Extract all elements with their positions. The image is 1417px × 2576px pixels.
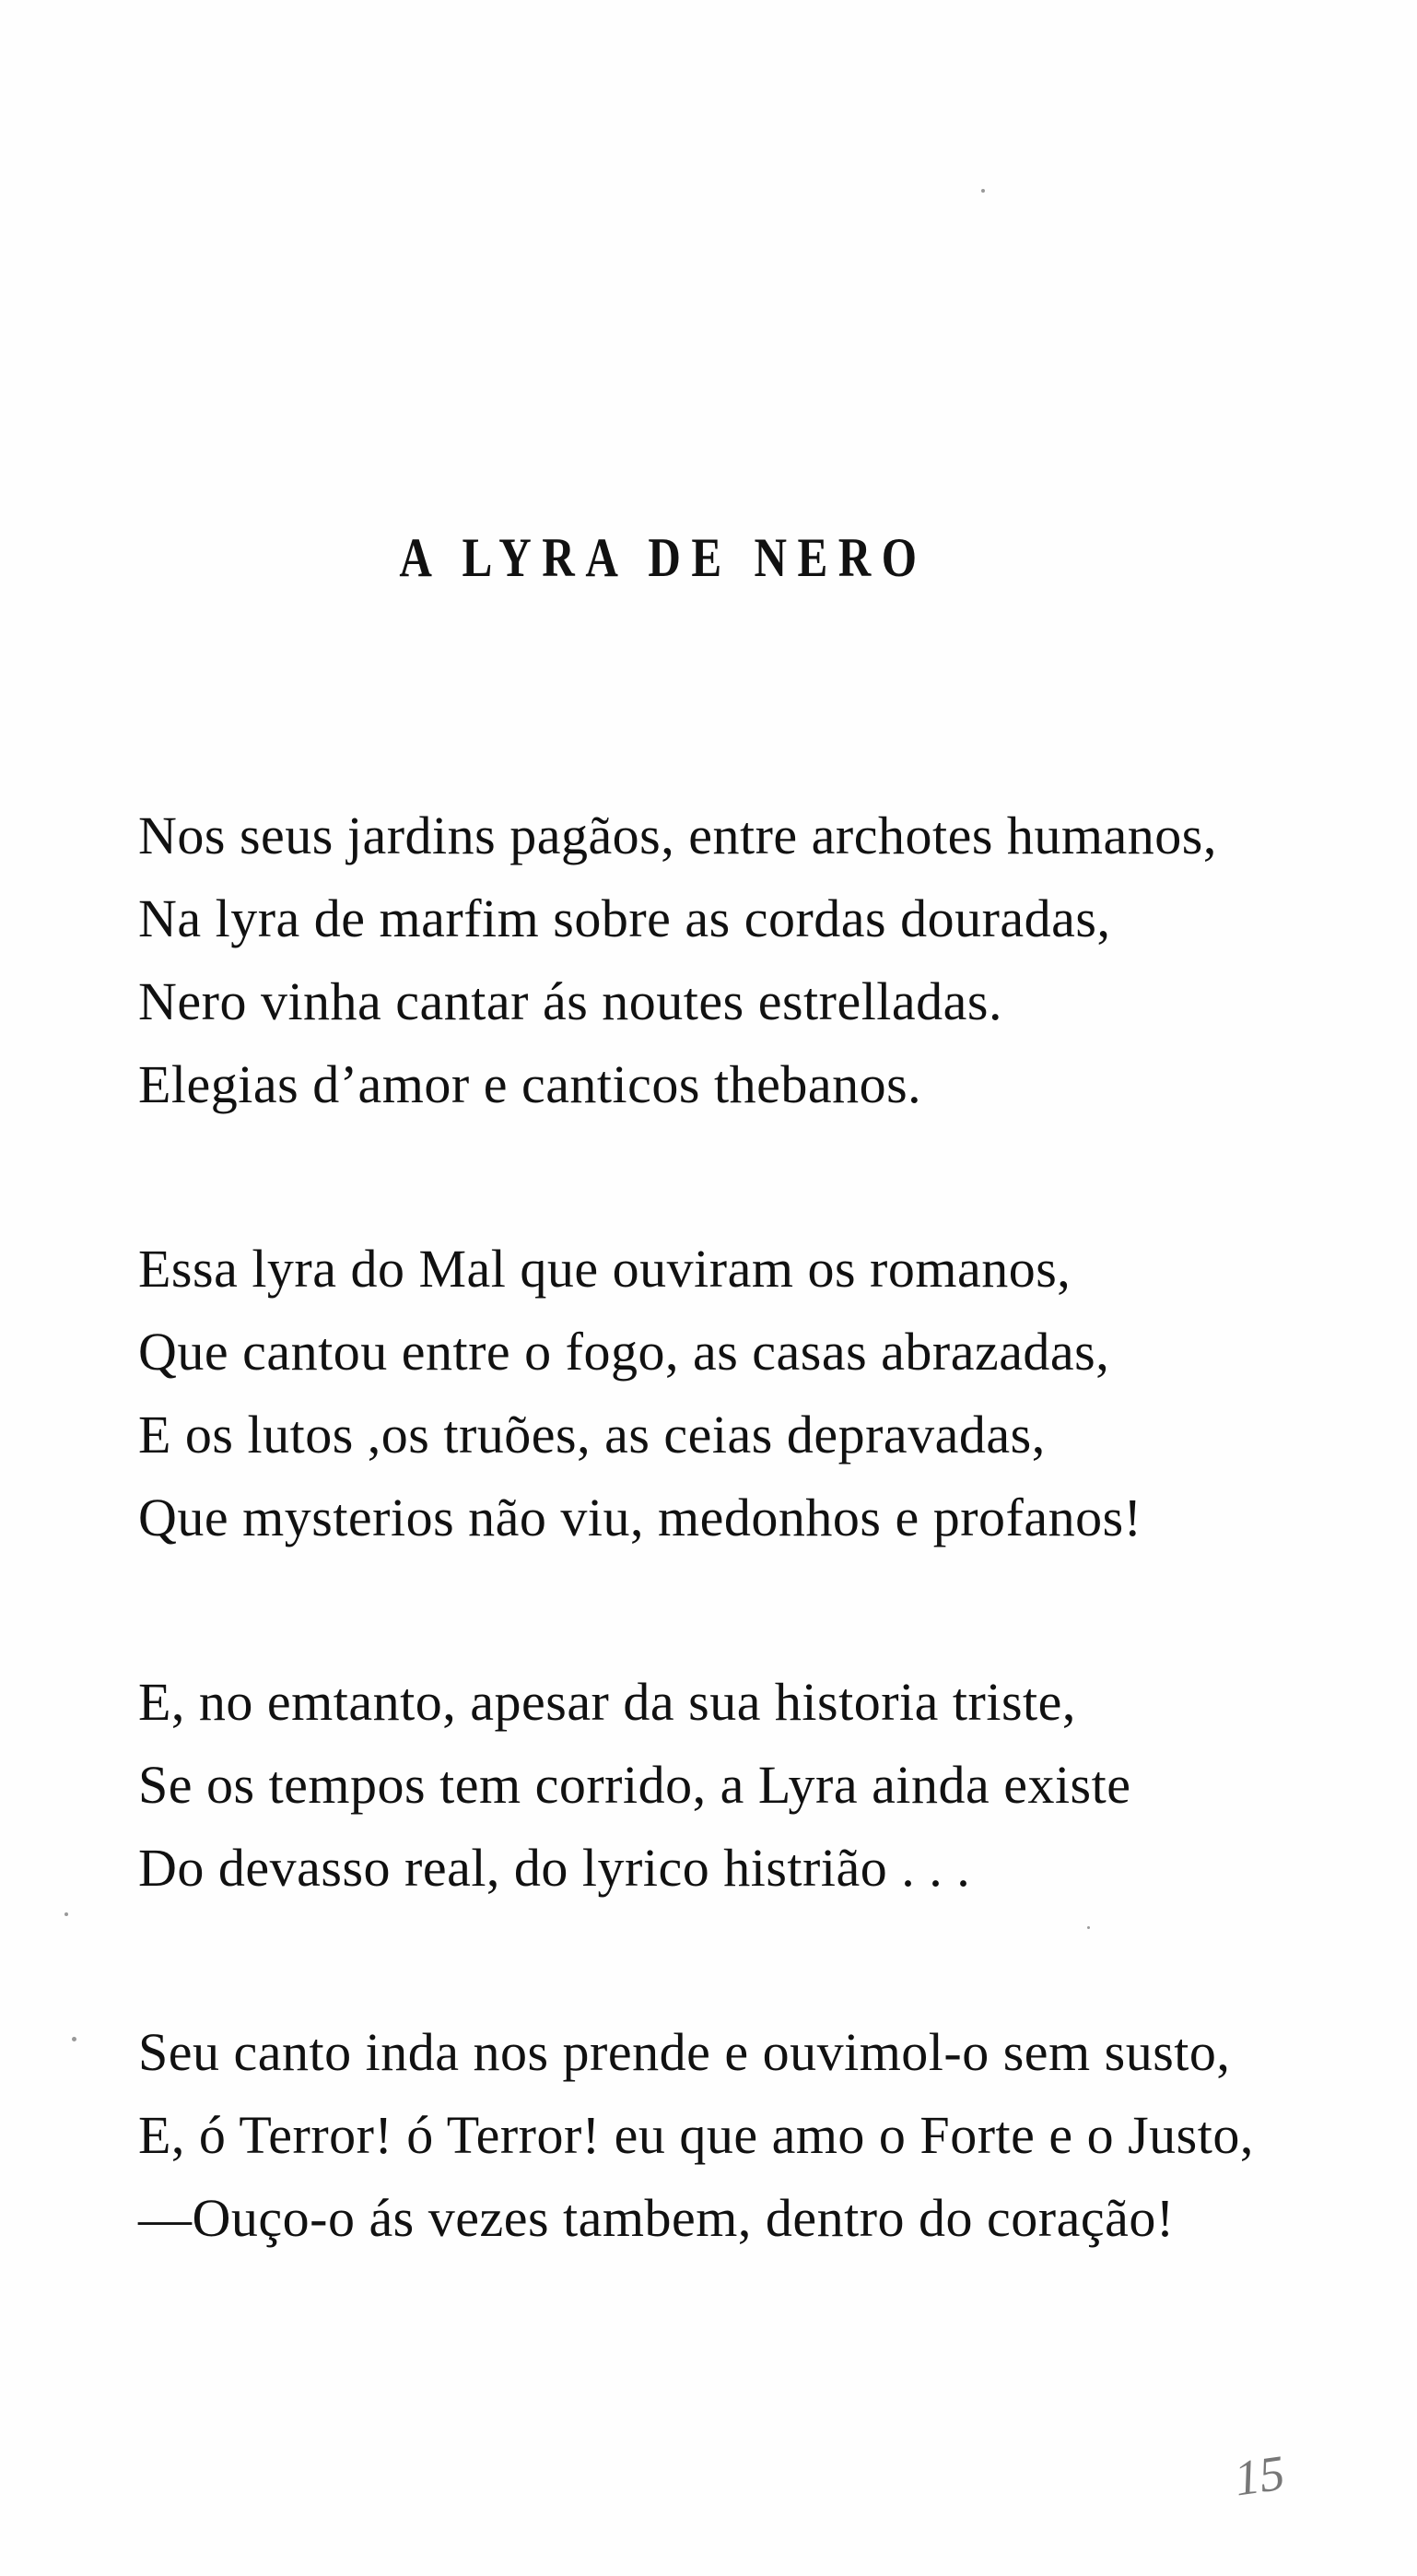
verse-line: Que cantou entre o fogo, as casas abrazadas, [138, 1322, 1110, 1382]
verse-line: Seu canto inda nos prende e ouvimol-o sem susto, [138, 2022, 1231, 2082]
verse-line: E os lutos ,os truões, as ceias depravadas, [138, 1405, 1046, 1464]
verse-line: Se os tempos tem corrido, a Lyra ainda existe [138, 1755, 1131, 1815]
verse-line: E, ó Terror! ó Terror! eu que amo o Forte e o Justo, [138, 2105, 1254, 2165]
verse-line: Do devasso real, do lyrico histrião . . . [138, 1838, 971, 1898]
verse-line: Essa lyra do Mal que ouviram os romanos, [138, 1239, 1072, 1299]
stanza-2 [138, 1228, 1336, 1559]
stanza-1 [138, 794, 1336, 1126]
ink-speck [981, 189, 985, 193]
page-number-mark: 15 [1231, 2444, 1288, 2507]
poem-title: A LYRA DE NERO [399, 527, 928, 588]
verse-line: E, no emtanto, apesar da sua historia triste, [138, 1672, 1076, 1732]
ink-speck [72, 2037, 76, 2041]
verse-line: Nos seus jardins pagãos, entre archotes humanos, [138, 806, 1217, 865]
stanza-4 [138, 2011, 1336, 2260]
verse-line: —Ouço-o ás vezes tambem, dentro do coração! [138, 2188, 1175, 2248]
stanza-3 [138, 1661, 1336, 1910]
verse-line: Na lyra de marfim sobre as cordas douradas, [138, 888, 1111, 948]
verse-line: Elegias d’amor e canticos thebanos. [138, 1054, 922, 1114]
ink-speck [64, 1912, 68, 1916]
verse-line: Que mysterios não viu, medonhos e profanos! [138, 1488, 1142, 1547]
poem-body [138, 794, 1336, 2361]
verse-line: Nero vinha cantar ás noutes estrelladas. [138, 971, 1002, 1031]
